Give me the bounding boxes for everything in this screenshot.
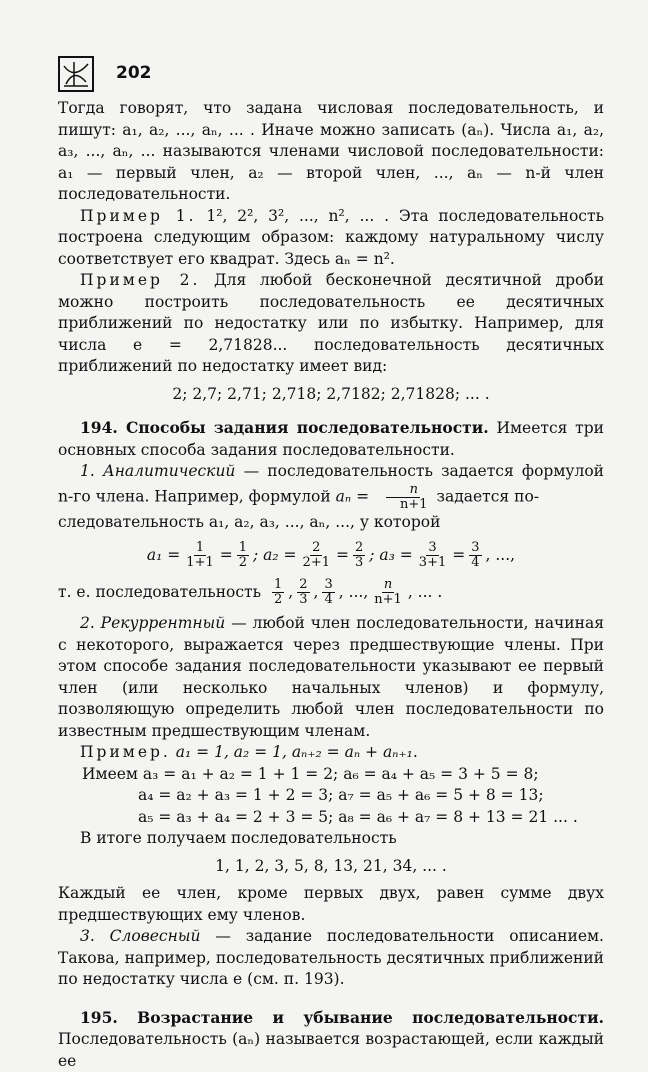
example-3-row-1: Имеем a₃ = a₁ + a₂ = 1 + 1 = 2; a₆ = a₄ + a₅ = 3 + 5 = 8; bbox=[82, 764, 604, 786]
example-3 bbox=[58, 742, 604, 764]
example-1 bbox=[58, 206, 604, 271]
example-2-sequence: 2; 2,7; 2,71; 2,718; 2,7182; 2,71828; ... . bbox=[58, 384, 604, 406]
section-194-text: Имеется три основных способа задания последовательности. bbox=[58, 419, 604, 459]
example-3-row-3: a₅ = a₃ + a₄ = 2 + 3 = 5; a₈ = a₆ + a₇ = 8 + 13 = 21 ... . bbox=[138, 807, 604, 829]
method-2-label: 2. Рекуррентный bbox=[80, 614, 225, 632]
example-3-label: Пример. bbox=[80, 743, 171, 761]
example-1-text: 1², 2², 3², ..., n², ... . Эта последовательность построена следующим образом: каждому натуральному числу соответствует его квадрат. Здесь aₙ = n². bbox=[58, 207, 604, 268]
equation-sequence: т. е. последовательность $\frac{1}{2}$ , $\frac{2}{3}$ , $\frac{3}{4}$ , ..., $\frac{n}{n+1}$ , ... . bbox=[58, 578, 604, 607]
paragraph-each-term: Каждый ее член, кроме первых двух, равен сумме двух предшествующих ему членов. bbox=[58, 883, 604, 926]
section-195-text: Последовательность (aₙ) называется возрастающей, если каждый ее bbox=[58, 1030, 604, 1070]
example-1-label: Пример 1. bbox=[80, 207, 197, 225]
paragraph-definition: Тогда говорят, что задана числовая последовательность, и пишут: a₁, a₂, ..., aₙ, ... . Иначе можно записать (aₙ). Числа a₁, a₂, a₃, ..., aₙ, ... называются членами числовой последовательности: a₁ — первый член, a₂ — второй член, ..., aₙ — n-й член последовательности. bbox=[58, 98, 604, 206]
example-2 bbox=[58, 270, 604, 378]
method-3-label: 3. Словесный bbox=[80, 927, 200, 945]
method-3-text: — задание последовательности описанием. Такова, например, последовательность десятичных приближений по недостатку числа e (см. п. 193). bbox=[58, 927, 604, 988]
example-3-text: a₁ = 1, a₂ = 1, aₙ₊₂ = aₙ + aₙ₊₁. bbox=[176, 743, 418, 761]
example-3-result: В итоге получаем последовательность bbox=[58, 828, 604, 850]
method-1-text-c: следовательность a₁, a₂, a₃, ..., aₙ, ..., у которой bbox=[58, 512, 604, 534]
method-1-text-b: задается по- bbox=[437, 487, 540, 505]
section-195-title: 195. Возрастание и убывание последовательности. bbox=[80, 1008, 604, 1027]
example-2-label: Пример 2. bbox=[80, 271, 200, 289]
method-1-label: 1. Аналитический bbox=[80, 462, 235, 480]
method-3 bbox=[58, 926, 604, 991]
method-1 bbox=[58, 461, 604, 512]
example-2-text: Для любой бесконечной десятичной дроби можно построить последовательность ее десятичных приближений по недостатку или по избытку. Например, для числа e = 2,71828... последовательность десятичных приближений по недостатку имеет вид: bbox=[58, 271, 604, 375]
example-3-row-2: a₄ = a₂ + a₃ = 1 + 2 = 3; a₇ = a₅ + a₆ = 5 + 8 = 13; bbox=[138, 785, 604, 807]
fibonacci-sequence: 1, 1, 2, 3, 5, 8, 13, 21, 34, ... . bbox=[58, 856, 604, 878]
section-195 bbox=[58, 1007, 604, 1072]
method-2-text: — любой член последовательности, начиная с некоторого, выражается через предшествующие члены. При этом способе задания последовательности указывают ее первый член (или несколько начальных членов) и формулу, позволяющую определить любой член последовательности по известным предшествующим членам. bbox=[58, 614, 604, 740]
book-logo-icon bbox=[58, 56, 94, 92]
section-194-title: 194. Способы задания последовательности. bbox=[80, 418, 489, 437]
method-1-text-a: — последовательность задается формулой n-го члена. Например, формулой bbox=[58, 462, 604, 505]
method-2 bbox=[58, 613, 604, 742]
method-1-formula-lhs: aₙ = bbox=[336, 487, 369, 505]
page-header bbox=[58, 52, 604, 96]
section-194 bbox=[58, 417, 604, 461]
equation-terms: a₁ = $\frac{1}{1+1}$ = $\frac{1}{2}$ ; a₂ = $\frac{2}{2+1}$ = $\frac{2}{3}$ ; a₃ = $\frac{3}{3+1}$ = $\frac{3}{4}$ , ..., bbox=[58, 541, 604, 570]
method-1-formula-fraction: $\frac{n}{n+1}$ bbox=[376, 483, 430, 512]
page-number: 202 bbox=[116, 63, 152, 85]
